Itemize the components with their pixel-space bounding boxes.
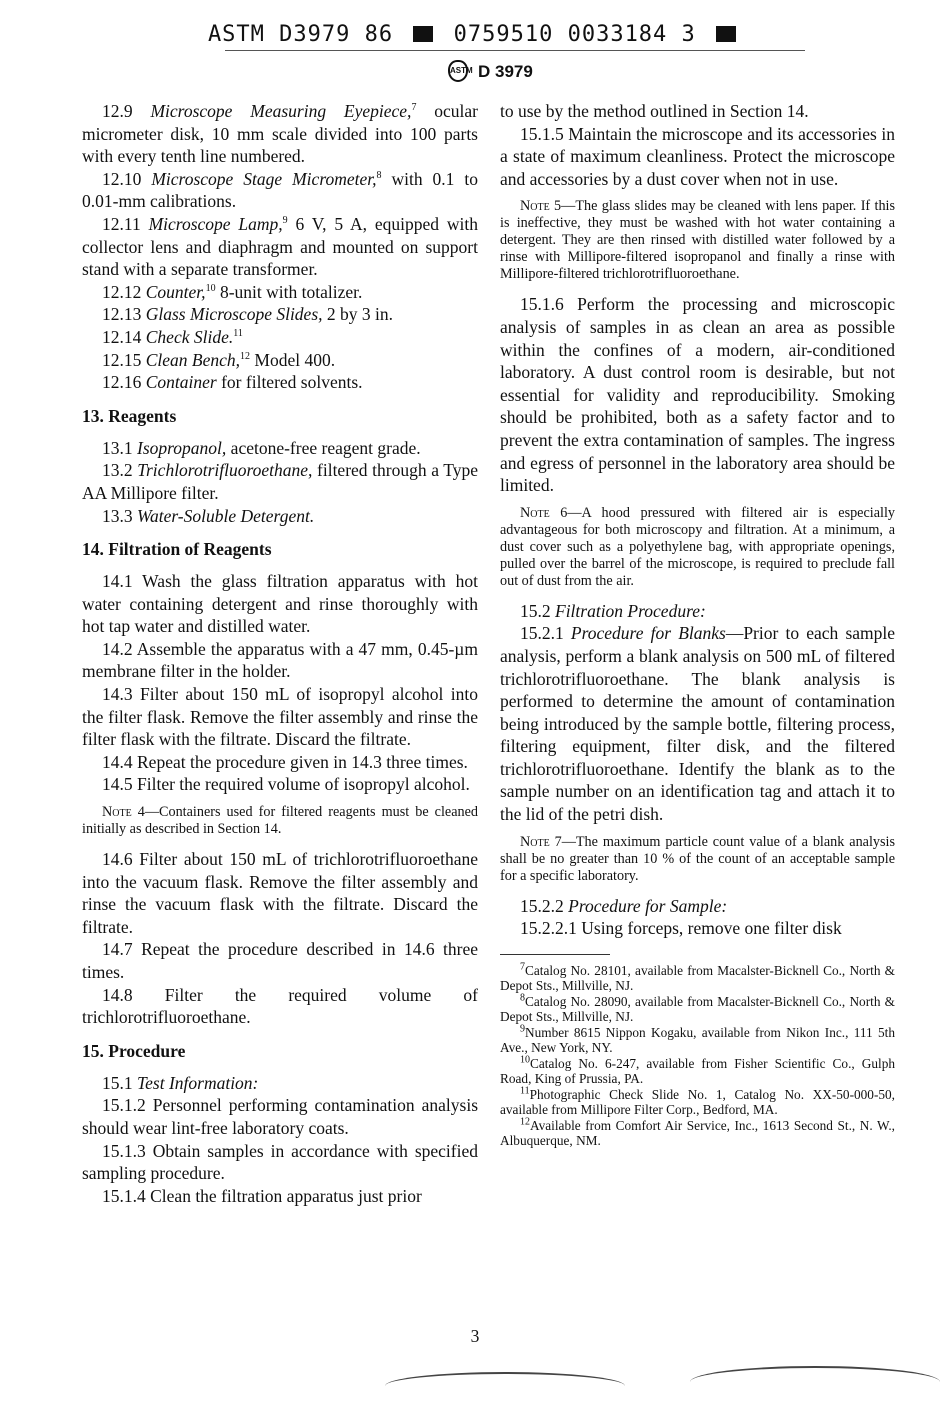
section-heading-filtration-of-reagents: 14. Filtration of Reagents <box>82 539 272 560</box>
right-column <box>500 100 895 1149</box>
footnote: $^{11}$Photographic Check Slide No. 1, Catalog No. XX-50-000-50, available from Millipore Filter Corp., Bedford, MA. <box>500 1085 895 1118</box>
standard-designation: D 3979 <box>478 62 533 81</box>
paragraph: 12.10 Microscope Stage Micrometer,$^8$ with 0.1 to 0.01-mm calibrations. <box>82 168 478 212</box>
scan-artifact-mark <box>385 1372 625 1400</box>
paragraph: 12.16 Container for filtered solvents. <box>102 372 363 393</box>
paragraph: 15.2.2 Procedure for Sample: <box>520 895 728 916</box>
document-code-header <box>0 22 950 47</box>
paragraph: 14.4 Repeat the procedure given in 14.3 three times. <box>102 751 468 772</box>
footnote-rule <box>500 954 610 955</box>
footnote: $^{10}$Catalog No. 6-247, available from Fisher Scientific Co., Gulph Road, King of Prussia, PA. <box>500 1054 895 1087</box>
paragraph: 14.6 Filter about 150 mL of trichlorotrifluoroethane into the vacuum flask. Remove the filter assembly and rinse the vacuum flask with the filtrate. Discard the filtrate. <box>82 849 478 937</box>
astm-logo-icon: ASTM <box>448 60 468 82</box>
paragraph: 14.3 Filter about 150 mL of isopropyl alcohol into the filter flask. Remove the filter assembly and rinse the filter flask with the filtrate. Discard the filtrate. <box>82 684 478 750</box>
paragraph: 14.5 Filter the required volume of isopropyl alcohol. <box>102 774 470 795</box>
paragraph: 12.13 Glass Microscope Slides, 2 by 3 in. <box>102 304 394 325</box>
paragraph: 15.1.5 Maintain the microscope and its accessories in a state of maximum cleanliness. Protect the microscope and accessories by a dust cover when not in use. <box>500 123 895 189</box>
section-heading-procedure: 15. Procedure <box>82 1040 186 1061</box>
section-heading-reagents: 13. Reagents <box>82 405 177 426</box>
paragraph: 15.1.6 Perform the processing and microscopic analysis of samples in as clean an area as possible within the confines of a modern, air-conditioned laboratory. A dust control room is desirable, but not essential for validity and reproducibility. Smoking should be prohibited, both as a safety factor and to prevent the extra contamination of samples. The ingress and egress of personnel in the laboratory area should be limited. <box>500 294 895 496</box>
note-4: Note 4—Containers used for filtered reagents must be cleaned initially as described in Section 14. <box>82 804 479 838</box>
paragraph: 15.1.4 Clean the filtration apparatus just prior <box>102 1185 422 1206</box>
note-5: Note 5—The glass slides may be cleaned with lens paper. If this is ineffective, they must be washed with hot water containing a detergent. They are then rinsed with distilled water followed by a rinse with Millipore-filtered isopropanol and finally a rinse with Millipore-filtered trichlorotrifluoroethane. <box>500 198 895 283</box>
paragraph: 12.11 Microscope Lamp,$^9$ 6 V, 5 A, equipped with collector lens and diaphragm and mounted on support stand with a separate transformer. <box>82 213 479 280</box>
note-6: Note 6—A hood pressured with filtered air is especially advantageous for both microscopy and filtration. At a minimum, a dust cover such as a polyethylene bag, with appropriate openings, pulled over the barrel of the microscope, is required to preclude fall out of dust from the air. <box>500 504 895 589</box>
paragraph: 15.2 Filtration Procedure: <box>520 600 706 621</box>
page-number: 3 <box>470 1326 480 1346</box>
paragraph: 12.14 Check Slide.$^{11}$ <box>102 326 243 347</box>
footnote: $^9$Number 8615 Nippon Kogaku, available from Nikon Inc., 111 5th Ave., New York, NY. <box>500 1023 895 1056</box>
scan-block-mark <box>716 26 736 42</box>
paragraph: to use by the method outlined in Section 14. <box>500 101 809 121</box>
paragraph: 14.1 Wash the glass filtration apparatus with hot water containing detergent and rinse thoroughly with hot tap water and distilled water. <box>82 571 478 637</box>
document-code-left: ASTM D3979 86 <box>207 22 394 47</box>
footnotes <box>500 963 895 1149</box>
paragraph: 15.2.2.1 Using forceps, remove one filter disk <box>520 918 842 939</box>
paragraph: 15.1.2 Personnel performing contamination analysis should wear lint-free laboratory coats. <box>82 1095 478 1138</box>
paragraph: 13.2 Trichlorotrifluoroethane, filtered through a Type AA Millipore filter. <box>82 460 478 503</box>
note-7: Note 7—The maximum particle count value of a blank analysis shall be no greater than 10 % of the count of an acceptable sample for a specific laboratory. <box>500 833 895 884</box>
paragraph: 12.15 Clean Bench,$^{12}$ Model 400. <box>102 349 336 370</box>
paragraph: 15.2.1 Procedure for Blanks—Prior to each sample analysis, perform a blank analysis on 500 mL of filtered trichlorotrifluoroethane. The blank analysis is performed to determine the amount of contamination being introduced by the sample bottle, filtering process, filtering equipment, filter disk, and the filtered trichlorotrifluoroethane. Identify the blank as to the sample number on an identification tag and attach it to the lid of the petri dish. <box>500 623 896 825</box>
footnote: $^{12}$Available from Comfort Air Service, Inc., 1613 Second St., N. W., Albuquerque, NM. <box>500 1116 895 1149</box>
left-column <box>82 100 478 1207</box>
header-rule <box>225 50 805 51</box>
scan-artifact-mark <box>690 1366 940 1398</box>
paragraph: 12.12 Counter,$^{10}$ 8-unit with totalizer. <box>102 281 363 302</box>
paragraph: 12.9 Microscope Measuring Eyepiece,$^7$ ocular micrometer disk, 10 mm scale divided into 100 parts with every tenth line numbered. <box>82 101 478 167</box>
paragraph: 14.2 Assemble the apparatus with a 47 mm, 0.45-µm membrane filter in the holder. <box>82 638 478 682</box>
paragraph: 15.1 Test Information: <box>102 1072 259 1093</box>
footnote: $^8$Catalog No. 28090, available from Macalster-Bicknell Co., North & Depot Sts., Millville, NJ. <box>500 992 895 1025</box>
footnote: $^7$Catalog No. 28101, available from Macalster-Bicknell Co., North & Depot Sts., Millville, NJ. <box>500 961 895 994</box>
document-code-right: 0759510 0033184 3 <box>453 22 696 47</box>
paragraph: 14.8 Filter the required volume of trichlorotrifluoroethane. <box>82 984 478 1028</box>
paragraph: 13.3 Water-Soluble Detergent. <box>102 505 315 526</box>
paragraph: 13.1 Isopropanol, acetone-free reagent grade. <box>102 437 421 458</box>
paragraph: 15.1.3 Obtain samples in accordance with specified sampling procedure. <box>82 1140 478 1184</box>
paragraph: 14.7 Repeat the procedure described in 14.6 three times. <box>82 939 478 982</box>
scan-block-mark <box>413 26 433 42</box>
